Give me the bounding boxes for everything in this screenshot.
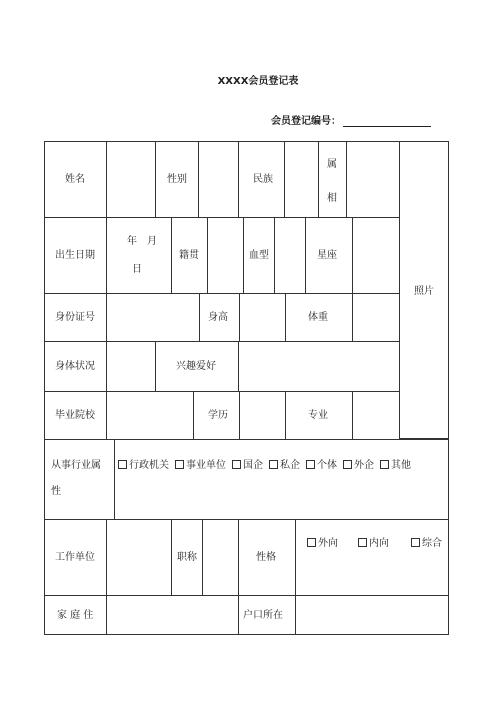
native-place-field[interactable]: [207, 217, 244, 294]
hobbies-label: 兴趣爱好: [176, 361, 216, 372]
school-label-cell: [44, 391, 107, 440]
industry-label-top: 从事行业属: [51, 460, 101, 471]
gender-field[interactable]: [198, 141, 239, 218]
zodiac-label-cell: [318, 141, 347, 218]
industry-option-foreign[interactable]: 外企: [343, 460, 374, 471]
star-sign-label-cell: [305, 217, 353, 294]
gender-label: 性别: [167, 174, 187, 185]
major-label: 专业: [308, 410, 328, 421]
industry-option-other[interactable]: 其他: [380, 460, 411, 471]
id-number-label-cell: [44, 293, 107, 342]
weight-field[interactable]: [352, 293, 400, 342]
industry-option-private[interactable]: 私企: [269, 460, 300, 471]
photo-cell[interactable]: [399, 141, 449, 439]
checkbox-icon: [380, 460, 389, 469]
title-rank-field[interactable]: [202, 519, 239, 596]
weight-label-cell: [285, 293, 353, 342]
home-address-label-cell: [44, 595, 107, 635]
checkbox-icon: [232, 460, 241, 469]
industry-option-self-employed[interactable]: 个体: [306, 460, 337, 471]
checkbox-icon: [307, 538, 316, 547]
hobbies-field[interactable]: [238, 341, 400, 392]
major-field[interactable]: [352, 391, 400, 440]
checkbox-icon: [358, 538, 367, 547]
zodiac-label-top: 属: [327, 159, 337, 170]
industry-label-bottom: 性: [51, 486, 61, 497]
birthdate-day: 日: [132, 264, 142, 275]
personality-option-extrovert[interactable]: 外向: [307, 537, 338, 551]
zodiac-label-bottom: 相: [327, 193, 337, 204]
industry-options: [118, 459, 411, 473]
personality-option-mixed[interactable]: 综合: [411, 537, 442, 551]
checkbox-icon: [269, 460, 278, 469]
work-unit-label: 工作单位: [55, 552, 95, 563]
health-field[interactable]: [106, 341, 156, 392]
star-sign-field[interactable]: [352, 217, 400, 294]
health-label-cell: [44, 341, 107, 392]
photo-label: 照片: [414, 286, 434, 297]
checkbox-icon: [175, 460, 184, 469]
industry-option-institution[interactable]: 事业单位: [175, 460, 226, 471]
school-field[interactable]: [106, 391, 194, 440]
height-field[interactable]: [239, 293, 286, 342]
ethnicity-label: 民族: [253, 174, 273, 185]
hobbies-label-cell: [155, 341, 239, 392]
height-label-cell: [199, 293, 240, 342]
star-sign-label: 星座: [317, 250, 337, 261]
registration-number-label: 会员登记编号：: [271, 116, 341, 127]
checkbox-icon: [343, 460, 352, 469]
birthdate-field[interactable]: [106, 217, 172, 294]
name-field[interactable]: [106, 141, 156, 218]
major-label-cell: [285, 391, 353, 440]
id-number-label: 身份证号: [55, 312, 95, 323]
education-label-cell: [193, 391, 240, 440]
height-label: 身高: [208, 312, 228, 323]
birthdate-year-month: 年 月: [127, 236, 157, 247]
gender-label-cell: [155, 141, 199, 218]
checkbox-icon: [306, 460, 315, 469]
ethnicity-field[interactable]: [284, 141, 319, 218]
work-unit-field[interactable]: [106, 519, 172, 596]
education-label: 学历: [208, 410, 228, 421]
school-label: 毕业院校: [55, 410, 95, 421]
form-title: XXXX会员登记表: [217, 76, 299, 87]
native-place-label-cell: [171, 217, 208, 294]
personality-label-cell: [238, 519, 296, 596]
id-number-field[interactable]: [106, 293, 200, 342]
ethnicity-label-cell: [238, 141, 285, 218]
education-field[interactable]: [239, 391, 286, 440]
industry-label-cell: [44, 439, 115, 520]
blood-type-label: 血型: [249, 250, 269, 261]
native-place-label: 籍贯: [179, 250, 199, 261]
weight-label: 体重: [308, 312, 328, 323]
home-address-field[interactable]: [106, 595, 239, 635]
industry-options-cell: [114, 439, 449, 520]
personality-option-introvert[interactable]: 内向: [358, 537, 389, 551]
work-unit-label-cell: [44, 519, 107, 596]
industry-option-government[interactable]: 行政机关: [118, 460, 169, 471]
name-label-cell: [44, 141, 107, 218]
hukou-label-cell: [238, 595, 296, 635]
blood-type-field[interactable]: [274, 217, 306, 294]
birthdate-label-cell: [44, 217, 107, 294]
personality-label: 性格: [256, 552, 276, 563]
hukou-label: 户口所在: [243, 610, 283, 621]
title-rank-label-cell: [171, 519, 203, 596]
health-label: 身体状况: [55, 361, 95, 372]
birthdate-label: 出生日期: [55, 250, 95, 261]
zodiac-field[interactable]: [346, 141, 400, 218]
title-rank-label: 职称: [177, 552, 197, 563]
home-address-label: 家 庭 住: [57, 610, 94, 621]
name-label: 姓名: [65, 174, 85, 185]
personality-options-cell: [295, 519, 449, 596]
checkbox-icon: [411, 538, 420, 547]
industry-option-state-owned[interactable]: 国企: [232, 460, 263, 471]
hukou-field[interactable]: [295, 595, 449, 635]
checkbox-icon: [118, 460, 127, 469]
blood-type-label-cell: [243, 217, 275, 294]
